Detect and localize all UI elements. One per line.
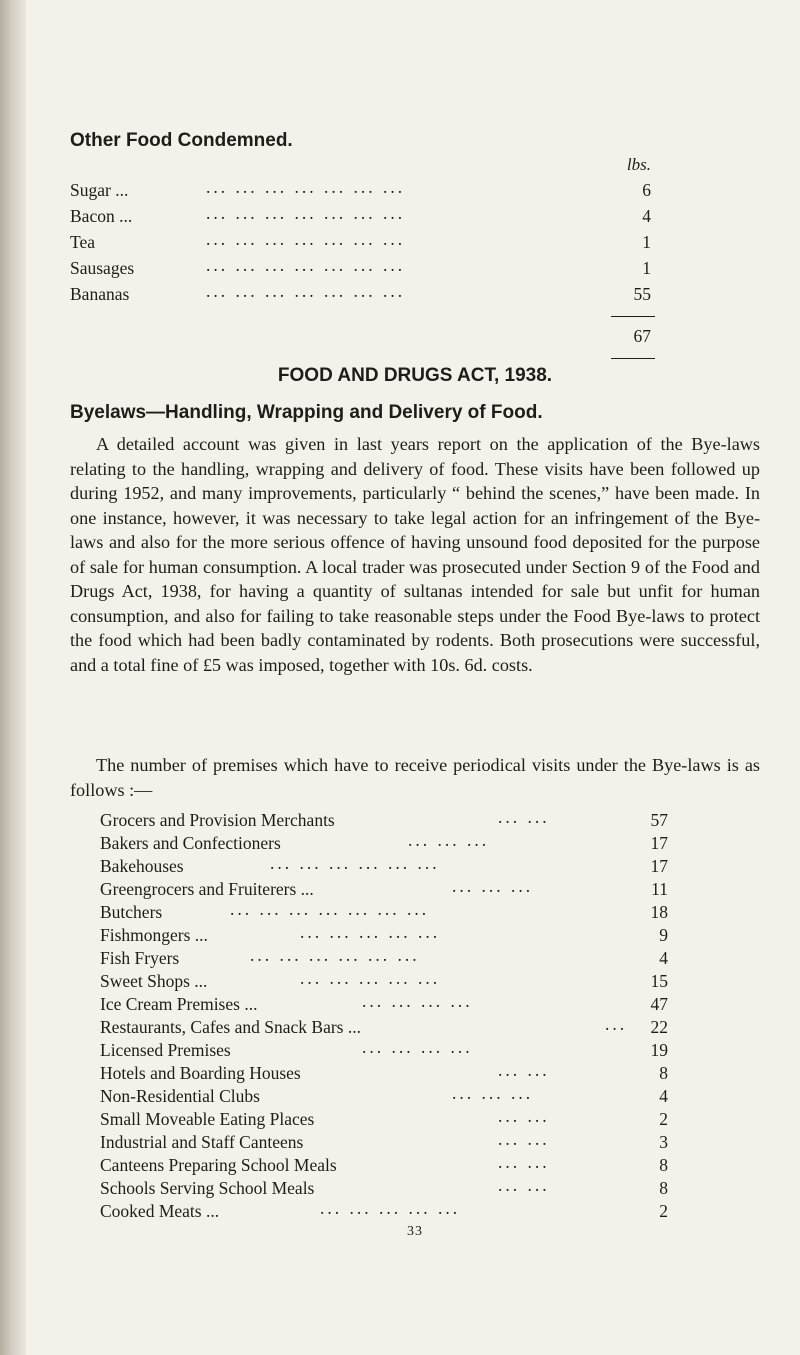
premises-label: Schools Serving School Meals	[100, 1178, 315, 1198]
premises-value: 4	[659, 948, 668, 968]
paragraph-1: A detailed account was given in last years report on the application of the Bye-laws relating to the handling, wrapping and delivery of food. These visits have been followed up during 1952, and many improvements, particularly “ behind the scenes,” have been made. In one instance, however, it was necessary to take legal action for an infringement of the Bye-laws and also for the more serious offence of having unsound food deposited for the purpose of sale for human consumption. A local trader was prosecuted under Section 9 of the Food and Drugs Act, 1938, for having a quantity of sultanas intended for sale but unfit for human consumption, and also for failing to take reasonable steps under the Food Bye-laws to protect the food which had been badly contaminated by rodents. Both prosecutions were successful, and a total fine of £5 was imposed, together with 10s. 6d. costs.	[70, 434, 760, 675]
premises-label: Canteens Preparing School Meals	[100, 1155, 337, 1175]
premises-label: Greengrocers and Fruiterers ...	[100, 879, 314, 899]
premises-value: 18	[650, 902, 668, 922]
premises-row: Cooked Meats ... ... ... ... ... ... 2	[100, 1198, 668, 1221]
premises-value: 8	[659, 1063, 668, 1083]
premises-row: Non-Residential Clubs ... ... ... 4	[100, 1083, 668, 1106]
byelaws-heading: Byelaws—Handling, Wrapping and Delivery of Food.	[70, 402, 543, 423]
item-value: 1	[642, 258, 651, 278]
premises-row: Bakehouses ... ... ... ... ... ... 17	[100, 853, 668, 876]
premises-label: Fishmongers ...	[100, 925, 208, 945]
premises-value: 4	[659, 1086, 668, 1106]
paragraph-2: The number of premises which have to receive periodical visits under the Bye-laws is as follows :—	[70, 755, 760, 800]
premises-row: Sweet Shops ... ... ... ... ... ... 15	[100, 968, 668, 991]
premises-value: 19	[650, 1040, 668, 1060]
page-number: 33	[407, 1224, 423, 1239]
premises-label: Hotels and Boarding Houses	[100, 1063, 301, 1083]
item-value: 6	[642, 180, 651, 200]
premises-value: 8	[659, 1155, 668, 1175]
item-value: 55	[633, 284, 651, 304]
condemned-row: Bananas ... ... ... ... ... ... ... 55	[70, 281, 651, 304]
item-label: Bananas	[70, 284, 130, 304]
premises-value: 22	[650, 1017, 668, 1037]
premises-row: Industrial and Staff Canteens ... ... 3	[100, 1129, 668, 1152]
premises-label: Bakehouses	[100, 856, 184, 876]
premises-label: Fish Fryers	[100, 948, 180, 968]
premises-label: Restaurants, Cafes and Snack Bars ...	[100, 1017, 361, 1037]
premises-label: Grocers and Provision Merchants	[100, 810, 335, 830]
premises-label: Licensed Premises	[100, 1040, 231, 1060]
premises-row: Restaurants, Cafes and Snack Bars ... ... 22	[100, 1014, 668, 1037]
premises-value: 3	[659, 1132, 668, 1152]
premises-value: 11	[651, 879, 668, 899]
page-binding-edge	[0, 0, 26, 1355]
item-label: Sugar ...	[70, 180, 129, 200]
premises-value: 15	[650, 971, 668, 991]
premises-label: Bakers and Confectioners	[100, 833, 281, 853]
item-label: Tea	[70, 232, 96, 252]
item-label: Bacon ...	[70, 206, 133, 226]
act-title: FOOD AND DRUGS ACT, 1938.	[277, 365, 553, 386]
premises-row: Schools Serving School Meals ... ... 8	[100, 1175, 668, 1198]
premises-label: Industrial and Staff Canteens	[100, 1132, 304, 1152]
premises-label: Butchers	[100, 902, 163, 922]
premises-row: Grocers and Provision Merchants ... ... 57	[100, 807, 668, 830]
premises-row: Fishmongers ... ... ... ... ... ... 9	[100, 922, 668, 945]
condemned-row: Tea ... ... ... ... ... ... ... 1	[70, 229, 651, 252]
premises-row: Fish Fryers ... ... ... ... ... ... 4	[100, 945, 668, 968]
premises-row: Bakers and Confectioners ... ... ... 17	[100, 830, 668, 853]
premises-value: 17	[650, 856, 668, 876]
premises-label: Cooked Meats ...	[100, 1201, 220, 1221]
premises-row: Hotels and Boarding Houses ... ... 8	[100, 1060, 668, 1083]
premises-value: 2	[659, 1109, 668, 1129]
total-value: 67	[633, 326, 651, 346]
premises-value: 2	[659, 1201, 668, 1221]
total-rule-bottom	[611, 358, 655, 359]
premises-row: Greengrocers and Fruiterers ... ... ... ... 11	[100, 876, 668, 899]
premises-label: Ice Cream Premises ...	[100, 994, 258, 1014]
unit-label: lbs.	[626, 155, 651, 174]
premises-row: Ice Cream Premises ... ... ... ... ... 47	[100, 991, 668, 1014]
premises-row: Small Moveable Eating Places ... ... 2	[100, 1106, 668, 1129]
item-value: 1	[642, 232, 651, 252]
premises-row: Canteens Preparing School Meals ... ... 8	[100, 1152, 668, 1175]
premises-value: 47	[650, 994, 668, 1014]
premises-label: Non-Residential Clubs	[100, 1086, 260, 1106]
item-label: Sausages	[70, 258, 135, 278]
premises-value: 57	[650, 810, 668, 830]
premises-label: Small Moveable Eating Places	[100, 1109, 315, 1129]
condemned-total-row	[70, 326, 651, 348]
condemned-row: Sausages ... ... ... ... ... ... ... 1	[70, 255, 651, 278]
premises-row: Butchers ... ... ... ... ... ... ... 18	[100, 899, 668, 922]
item-value: 4	[642, 206, 651, 226]
premises-value: 17	[650, 833, 668, 853]
condemned-row: Sugar ... ... ... ... ... ... ... ... 6	[70, 177, 651, 200]
section-heading: Other Food Condemned.	[70, 130, 293, 151]
condemned-row: Bacon ... ... ... ... ... ... ... ... 4	[70, 203, 651, 226]
total-rule-top	[611, 316, 655, 317]
premises-label: Sweet Shops ...	[100, 971, 208, 991]
premises-value: 8	[659, 1178, 668, 1198]
premises-row: Licensed Premises ... ... ... ... 19	[100, 1037, 668, 1060]
premises-value: 9	[659, 925, 668, 945]
